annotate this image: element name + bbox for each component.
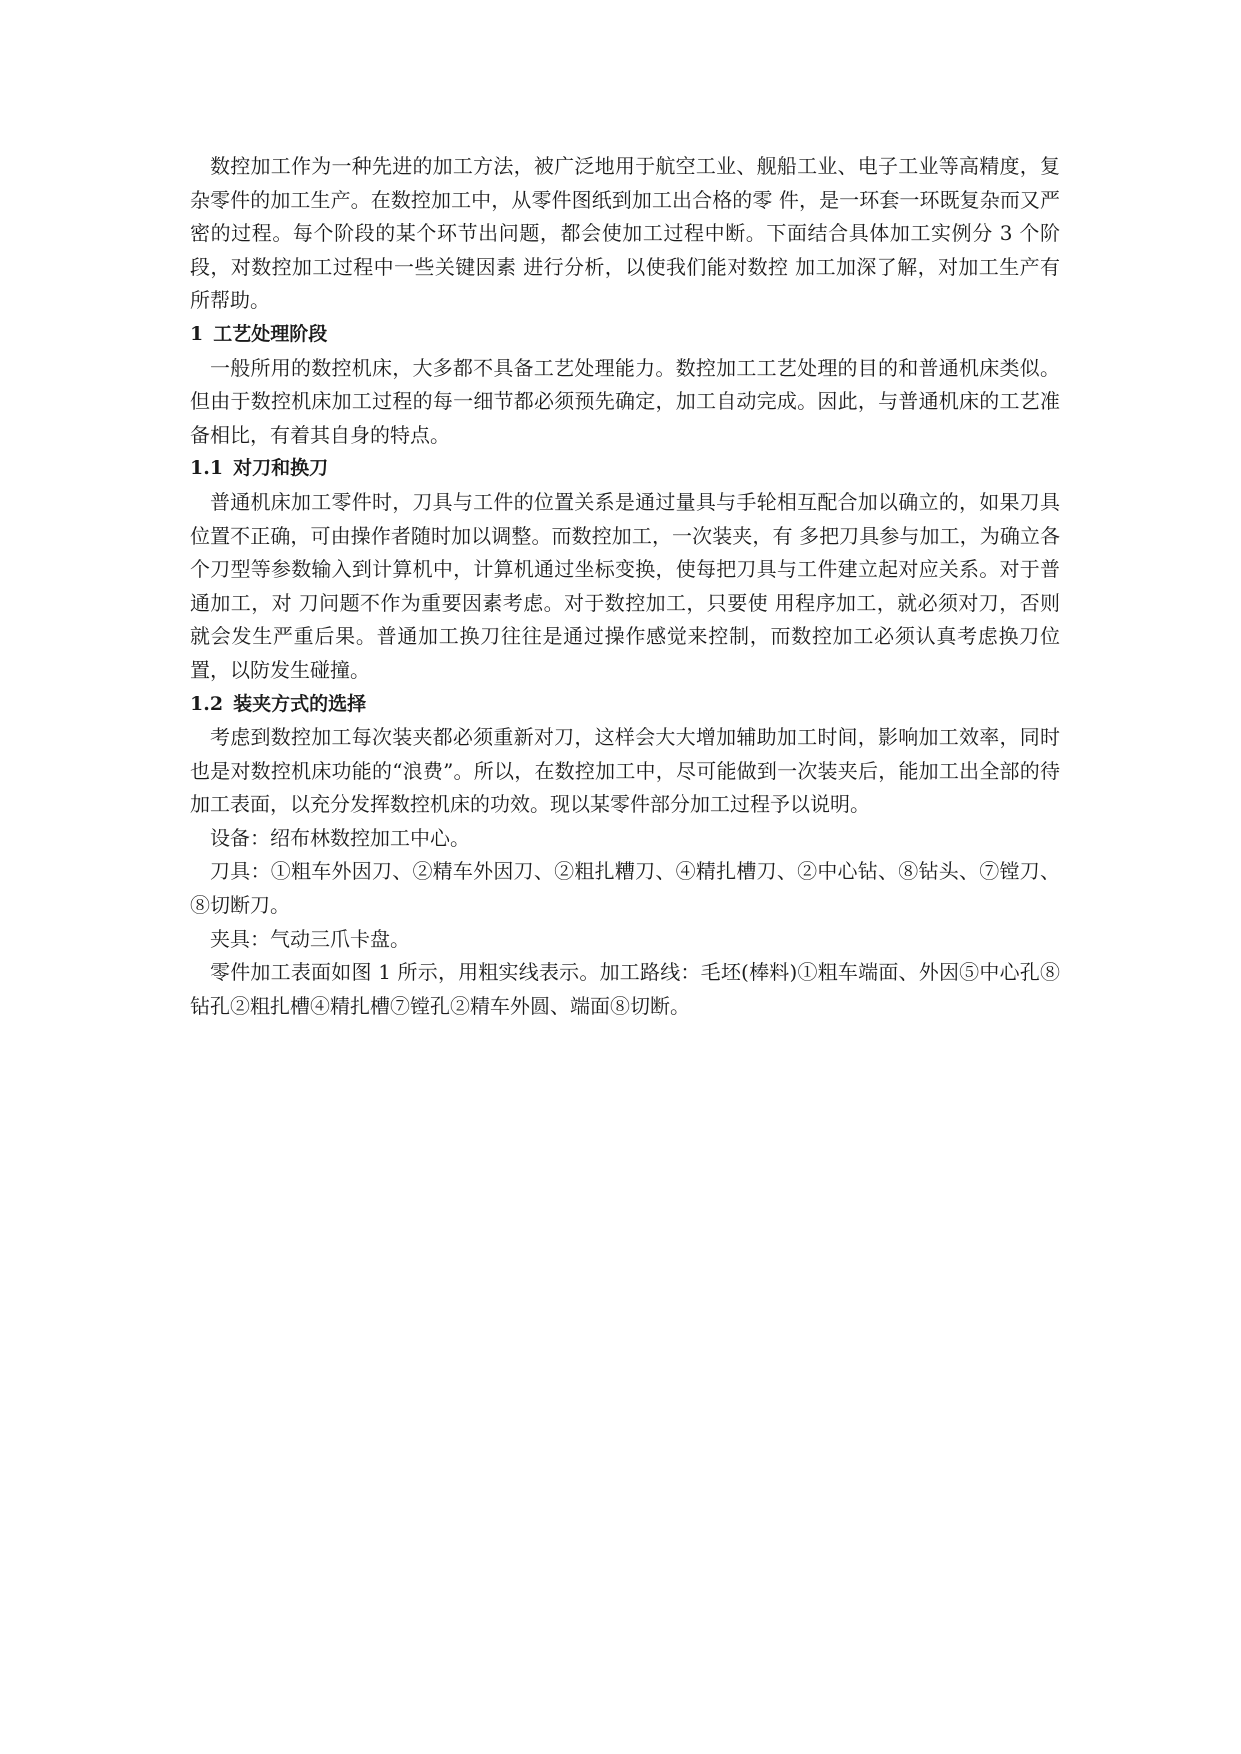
section-1-number: 1 bbox=[190, 322, 204, 345]
machining-route-paragraph: 零件加工表面如图 1 所示，用粗实线表示。加工路线：毛坯(棒料)①粗车端面、外因⑤中心孔⑧钻孔②粗扎槽④精扎槽⑦镗孔②精车外圆、端面⑧切断。 bbox=[190, 960, 1060, 1018]
fixture-paragraph: 夹具：气动三爪卡盘。 bbox=[210, 926, 410, 951]
section-1-paragraph: 一般所用的数控机床，大多都不具备工艺处理能力。数控加工工艺处理的目的和普通机床类似。但由于数控机床加工过程的每一细节都必须预先确定，加工自动完成。因此，与普通机床的工艺准备相比，有着其自身的特点。 bbox=[190, 355, 1060, 447]
section-1-2-number: 1.2 bbox=[190, 692, 224, 715]
section-1-title: 工艺处理阶段 bbox=[213, 322, 328, 345]
section-1-2-heading bbox=[190, 688, 1060, 722]
section-1-2-title: 装夹方式的选择 bbox=[233, 692, 367, 715]
section-1-1-paragraph: 普通机床加工零件时，刀具与工件的位置关系是通过量具与手轮相互配合加以确立的，如果刀具位置不正确，可由操作者随时加以调整。而数控加工，一次装夹，有 多把刀具参与加工，为确立各个刀型等参数输入到计算机中，计算机通过坐标变换，使每把刀具与工件建立起对应关系。对于普通加工，对 刀问题不作为重要因素考虑。对于数控加工，只要使 用程序加工，就必须对刀，否则就会发生严重后果。普通加工换刀往往是通过操作感觉来控制，而数控加工必须认真考虑换刀位置，以防发生碰撞。 bbox=[190, 489, 1060, 682]
section-1-1-heading bbox=[190, 452, 1060, 486]
section-1-1-title: 对刀和换刀 bbox=[233, 457, 329, 480]
section-1-2-paragraph: 考虑到数控加工每次装夹都必须重新对刀，这样会大大增加辅助加工时间，影响加工效率，同时也是对数控机床功能的“浪费”。所以，在数控加工中，尽可能做到一次装夹后，能加工出全部的待加工表面，以充分发挥数控机床的功效。现以某零件部分加工过程予以说明。 bbox=[190, 725, 1060, 817]
section-1-heading bbox=[190, 318, 1060, 352]
intro-paragraph: 数控加工作为一种先进的加工方法，被广泛地用于航空工业、舰船工业、电子工业等高精度，复杂零件的加工生产。在数控加工中，从零件图纸到加工出合格的零 件，是一环套一环既复杂而又严密的过程。每个阶段的某个环节出问题，都会使加工过程中断。下面结合具体加工实例分 3 个阶段，对数控加工过程中一些关键因素 进行分析，以使我们能对数控 加工加深了解，对加工生产有所帮助。 bbox=[190, 154, 1060, 313]
equipment-paragraph: 设备：绍布林数控加工中心。 bbox=[210, 825, 470, 850]
tools-paragraph: 刀具：①粗车外因刀、②精车外因刀、②粗扎糟刀、④精扎槽刀、②中心钻、⑧钻头、⑦镗刀、⑧切断刀。 bbox=[190, 859, 1060, 918]
section-1-1-number: 1.1 bbox=[190, 457, 224, 480]
document-body bbox=[190, 150, 1060, 1023]
